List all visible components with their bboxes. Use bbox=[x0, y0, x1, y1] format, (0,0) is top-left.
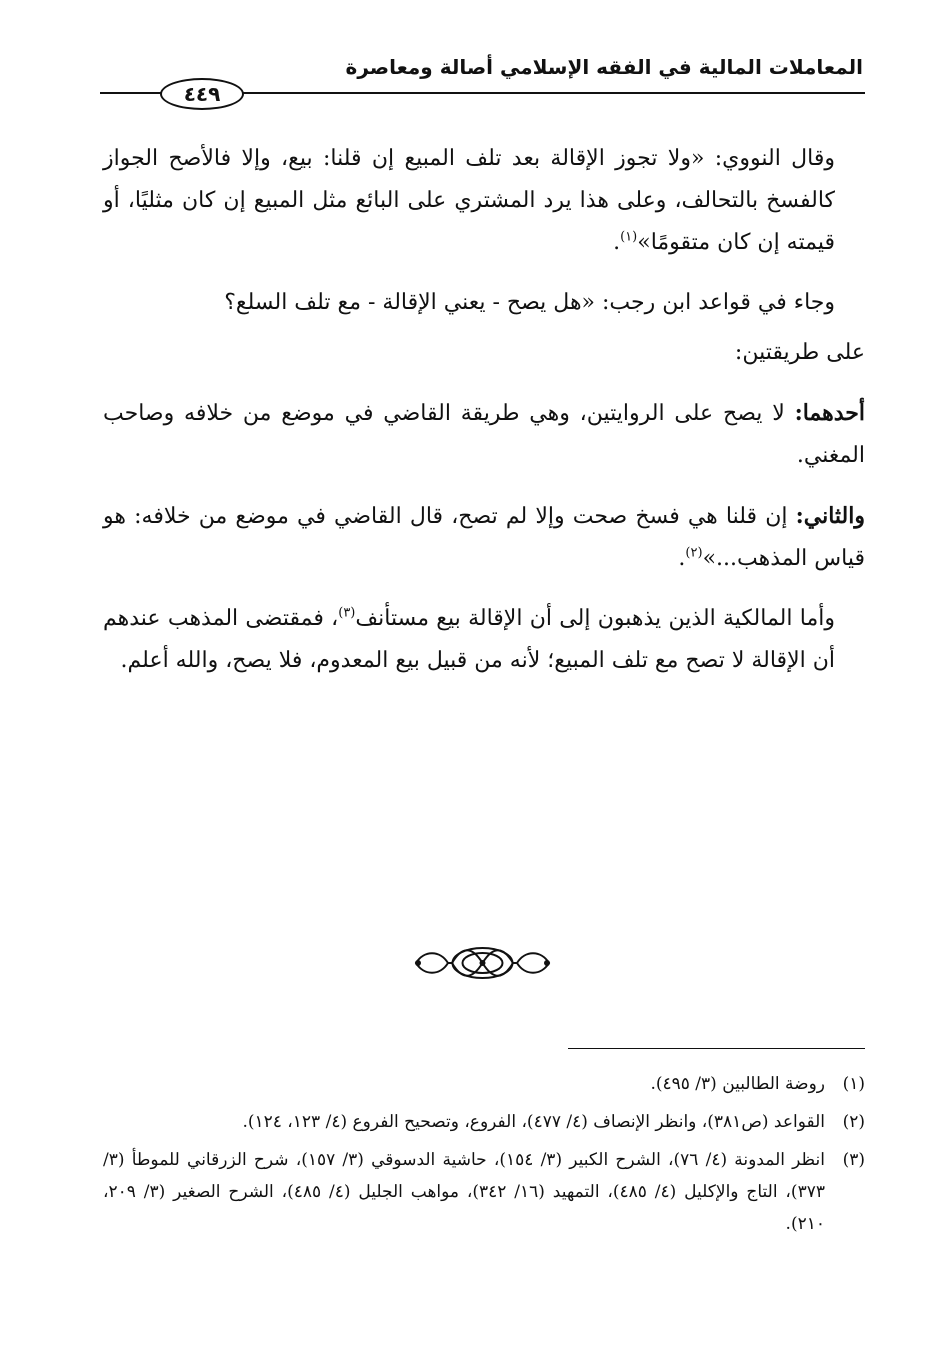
footnote-separator bbox=[568, 1048, 865, 1049]
arabesque-divider-icon bbox=[410, 938, 555, 988]
footnote-number: (٢) bbox=[842, 1112, 865, 1132]
footnotes bbox=[103, 1068, 865, 1246]
footnote-ref: (٣) bbox=[338, 605, 356, 621]
footnote-text: انظر المدونة (٤/ ٧٦)، الشرح الكبير (٣/ ١٥٤)، حاشية الدسوقي (٣/ ١٥٧)، شرح الزرقاني للموطأ (٣/ ٣٧٣)، التاج والإكليل (٤/ ٤٨٥)، التمهيد (١٦/ ٣٤٢)، مواهب الجليل (٤/ ٤٨٥)، الشرح الصغير (٣/ ٢٠٩، ٢١٠). bbox=[103, 1150, 825, 1234]
footnote-item bbox=[103, 1144, 865, 1240]
paragraph-lead: أحدهما: bbox=[794, 400, 865, 426]
paragraph-first-way bbox=[103, 392, 865, 477]
page-number: ٤٤٩ bbox=[160, 78, 244, 110]
paragraph-text: وقال النووي: «ولا تجوز الإقالة بعد تلف المبيع إن قلنا: بيع، وإلا فالأصح الجواز كالفسخ بالتحالف، وعلى هذا يرد المشتري على البائع مثل المبيع إن كان مثليًا، أو قيمته إن كان متقومًا» bbox=[103, 146, 835, 255]
paragraph-text: ، فمقتضى المذهب عندهم أن الإقالة لا تصح مع تلف المبيع؛ لأنه من قبيل بيع المعدوم، فلا يصح، والله أعلم. bbox=[103, 606, 835, 673]
paragraph-lead: والثاني: bbox=[795, 503, 865, 529]
footnote-number: (٣) bbox=[842, 1150, 865, 1170]
footnote-text: القواعد (ص٣٨١)، وانظر الإنصاف (٤/ ٤٧٧)، الفروع، وتصحيح الفروع (٤/ ١٢٣، ١٢٤). bbox=[242, 1112, 825, 1132]
footnote-text: روضة الطالبين (٣/ ٤٩٥). bbox=[650, 1074, 825, 1094]
paragraph-text: لا يصح على الروايتين، وهي طريقة القاضي في موضع من خلافه وصاحب المغني. bbox=[103, 401, 865, 468]
paragraph-text: إن قلنا هي فسخ صحت وإلا لم تصح، قال القاضي في موضع من خلافه: هو قياس المذهب...» bbox=[103, 504, 865, 571]
footnote-item bbox=[103, 1106, 865, 1138]
paragraph-text: وجاء في قواعد ابن رجب: «هل يصح - يعني الإقالة - مع تلف السلع؟ bbox=[224, 290, 835, 315]
footnote-item bbox=[103, 1068, 865, 1100]
paragraph-ibn-rajab-quote bbox=[103, 282, 865, 324]
paragraph-nawawi-quote: وقال النووي: «ولا تجوز الإقالة بعد تلف المبيع إن قلنا: بيع، وإلا فالأصح الجواز كالفسخ بالتحالف، وعلى هذا يرد المشتري على البائع مثل المبيع إن كان مثليًا، أو قيمته إن كان متقومًا»$^{(١)}$. bbox=[103, 146, 835, 255]
paragraph-second-way: والثاني: إن قلنا هي فسخ صحت وإلا لم تصح، قال القاضي في موضع من خلافه: هو قياس المذهب...»$^{(٢)}$. bbox=[103, 503, 865, 571]
footnote-ref: (٢) bbox=[685, 545, 703, 561]
body-text bbox=[103, 138, 865, 700]
paragraph-text: على طريقتين: bbox=[734, 340, 865, 365]
paragraph-two-ways bbox=[103, 332, 865, 374]
footnote-number: (١) bbox=[842, 1074, 865, 1094]
paragraph-text: وأما المالكية الذين يذهبون إلى أن الإقالة بيع مستأنف bbox=[355, 606, 836, 631]
footnote-ref: (١) bbox=[620, 229, 638, 245]
paragraph-maliki bbox=[103, 598, 865, 682]
running-title: المعاملات المالية في الفقه الإسلامي أصالة ومعاصرة bbox=[345, 55, 863, 79]
